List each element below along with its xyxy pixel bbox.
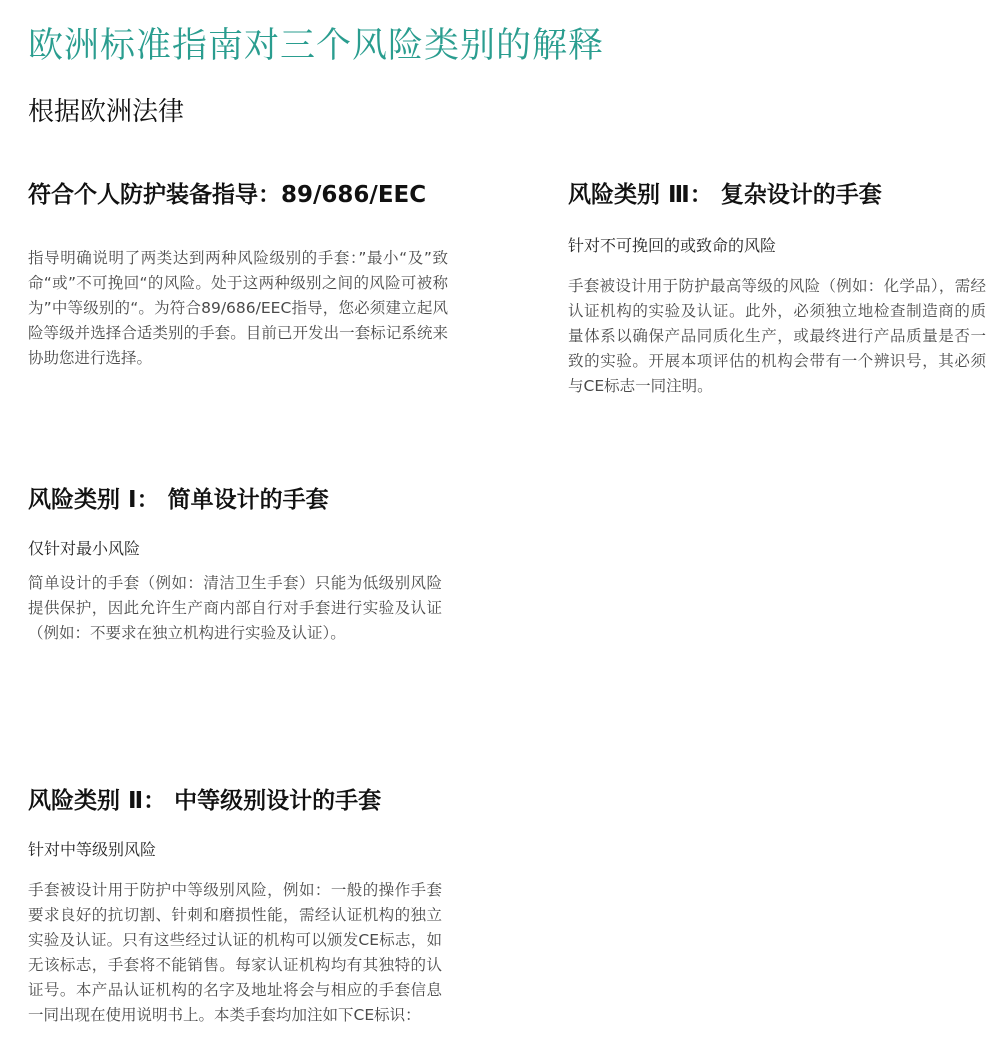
section-body: 指导明确说明了两类达到两种风险级别的手套：”最小“及”致命“或”不可挽回“的风险。处于这两种级别之间的风险可被称为”中等级别的“。为符合89/686/EEC指导，您必须建立起风险等级并选择合适类别的手套。目前已开发出一套标记系统来协助您进行选择。	[28, 248, 448, 367]
section-risk-category-1	[28, 487, 442, 646]
section-subheading: 针对中等级别风险	[28, 839, 157, 859]
page-subtitle: 根据欧洲法律	[28, 97, 185, 127]
section-risk-category-2	[28, 788, 442, 1028]
section-subheading: 仅针对最小风险	[28, 538, 141, 558]
section-body: 手套被设计用于防护最高等级的风险（例如：化学品），需经认证机构的实验及认证。此外，必须独立地检查制造商的质量体系以确保产品同质化生产，或最终进行产品质量是否一致的实验。开展本项评估的机构会带有一个辨识号，其必须与CE标志一同注明。	[568, 277, 986, 396]
section-heading: 风险类别 Ⅰ： 简单设计的手套	[28, 487, 329, 513]
section-heading: 风险类别 Ⅲ： 复杂设计的手套	[568, 182, 882, 208]
section-heading: 风险类别 Ⅱ： 中等级别设计的手套	[28, 788, 382, 814]
section-heading: 符合个人防护装备指导：89/686/EEC	[28, 182, 427, 208]
section-body: 手套被设计用于防护中等级别风险，例如：一般的操作手套要求良好的抗切割、针刺和磨损性能，需经认证机构的独立实验及认证。只有这些经过认证的机构可以颁发CE标志，如无该标志，手套将不能销售。每家认证机构均有其独特的认证号。本产品认证机构的名字及地址将会与相应的手套信息一同出现在使用说明书上。本类手套均加注如下CE标识：	[28, 881, 442, 1025]
section-risk-category-3	[568, 182, 986, 399]
section-ppe-directive	[28, 182, 448, 371]
page-title: 欧洲标准指南对三个风险类别的解释	[28, 26, 605, 66]
section-body: 简单设计的手套（例如：清洁卫生手套）只能为低级别风险提供保护，因此允许生产商内部自行对手套进行实验及认证（例如：不要求在独立机构进行实验及认证）。	[28, 574, 442, 643]
section-subheading: 针对不可挽回的或致命的风险	[568, 235, 777, 255]
